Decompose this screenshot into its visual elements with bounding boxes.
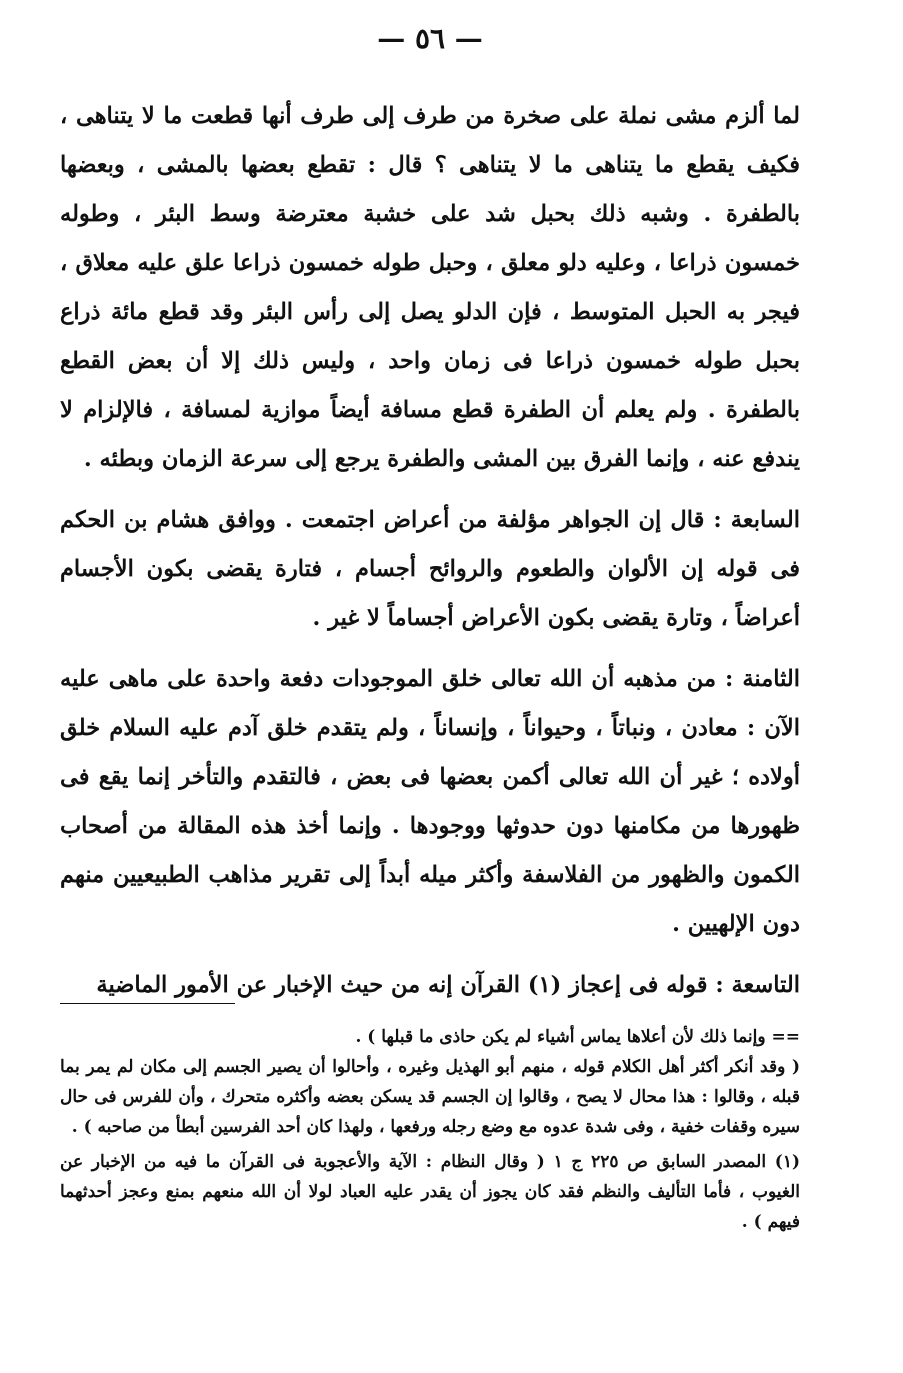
paragraph-tafra: لما ألزم مشى نملة على صخرة من طرف إلى طرف أنها قطعت ما لا يتناهى ، فكيف يقطع ما يتناهى ما لا يتناهى ؟ قال : تقطع بعضها بالمشى ، وبعضها بالطفرة . وشبه ذلك بحبل شد على خشبة معترضة وسط البئر ، وطوله خمسون ذراعا ، وعليه دلو معلق ، وحبل طوله خمسون ذراعا علق عليه معلاق ، فيجر به الحبل المتوسط ، فإن الدلو يصل إلى رأس البئر وقد قطع مائة ذراع بحبل طوله خمسون ذراعا فى زمان واحد ، وليس ذلك إلا أن بعض القطع بالطفرة . ولم يعلم أن الطفرة قطع مسافة أيضاً موازية لمسافة ، فالإلزام لا يندفع عنه ، وإنما الفرق بين المشى والطفرة يرجع إلى سرعة الزمان وبطئه . xyxy=(60,103,800,472)
footnote-continuation: == وإنما ذلك لأن أعلاها يماس أشياء لم يكن حاذى ما قبلها ) . xyxy=(355,1027,800,1047)
footnote-1: (١) المصدر السابق ص ٢٢٥ ج ١ ( وقال النظام : الآية والأعجوبة فى القرآن ما فيه من الإخبار عن الغيوب ، فأما التأليف والنظم فقد كان يجوز أن يقدر عليه العباد لولا أن الله منعهم بمنع وعجز أحدثهما فيهم ) . xyxy=(60,1152,800,1232)
footnote-divider xyxy=(60,1003,235,1004)
paragraph-seventh: السابعة : قال إن الجواهر مؤلفة من أعراض اجتمعت . ووافق هشام بن الحكم فى قوله إن الألوان والطعوم والروائح أجسام ، فتارة يقضى بكون الأجسام أعراضاً ، وتارة يقضى بكون الأعراض أجساماً لا غير . xyxy=(60,507,800,631)
page-number: — ٥٦ — xyxy=(377,22,483,55)
paragraph-eighth: الثامنة : من مذهبه أن الله تعالى خلق الموجودات دفعة واحدة على ماهى عليه الآن : معادن ، ونباتاً ، وحيواناً ، وإنساناً ، ولم يتقدم خلق آدم عليه السلام خلق أولاده ؛ غير أن الله تعالى أكمن بعضها فى بعض ، فالتقدم والتأخر إنما يقع فى ظهورها من مكامنها دون حدوثها ووجودها . وإنما أخذ هذه المقالة من أصحاب الكمون والظهور من الفلاسفة وأكثر ميله أبداً إلى تقرير مذاهب الطبيعيين منهم دون الإلهيين . xyxy=(60,666,800,937)
footnotes xyxy=(60,1022,800,1237)
footnote-objection: ( وقد أنكر أكثر أهل الكلام قوله ، منهم أبو الهذيل وغيره ، وأحالوا أن يصير الجسم إلى مكان لم يمر بما قبله ، وقالوا : هذا محال لا يصح ، وقالوا إن الجسم قد يسكن بعضه وأكثره متحرك ، وأن للفرس فى حال سيره وقفات خفية ، وفى شدة عدوه مع وضع رجله ورفعها ، ولهذا كان أحد الفرسين أبطأ من صاحبه ) . xyxy=(60,1057,800,1137)
main-text xyxy=(60,92,800,1010)
paragraph-ninth: التاسعة : قوله فى إعجاز (١) القرآن إنه من حيث الإخبار عن الأمور الماضية xyxy=(96,972,800,998)
book-page xyxy=(60,0,800,1373)
